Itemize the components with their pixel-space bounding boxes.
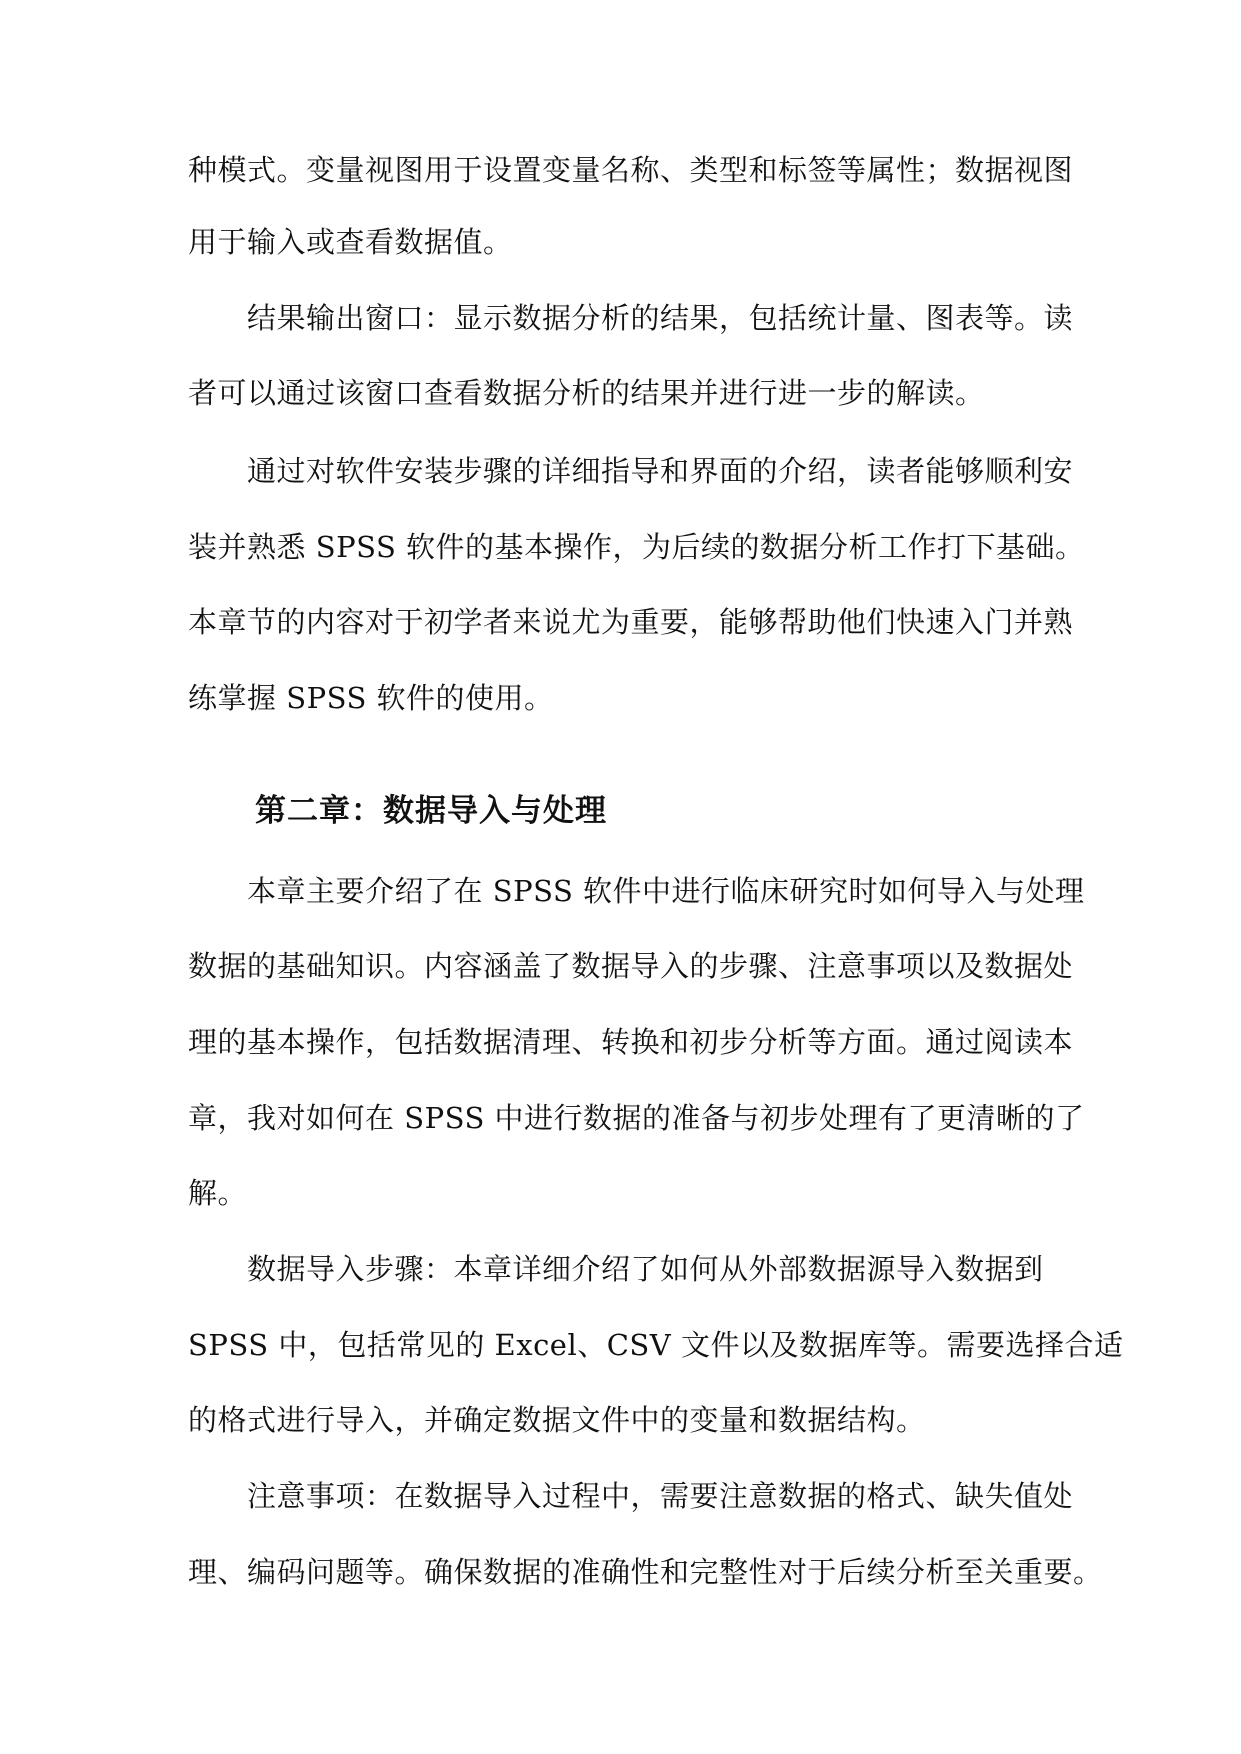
paragraph-line: 数据的基础知识。内容涵盖了数据导入的步骤、注意事项以及数据处 <box>188 949 1074 983</box>
paragraph-line: 的格式进行导入，并确定数据文件中的变量和数据结构。 <box>188 1403 926 1437</box>
paragraph-line: 种模式。变量视图用于设置变量名称、类型和标签等属性；数据视图 <box>188 153 1074 187</box>
paragraph-line: 解。 <box>188 1176 248 1210</box>
paragraph-line: 理、编码问题等。确保数据的准确性和完整性对于后续分析至关重要。 <box>188 1555 1103 1589</box>
paragraph-line: 结果输出窗口：显示数据分析的结果，包括统计量、图表等。读 <box>247 301 1074 335</box>
paragraph-line: 数据导入步骤：本章详细介绍了如何从外部数据源导入数据到 <box>247 1252 1044 1286</box>
paragraph-line: 用于输入或查看数据值。 <box>188 225 513 259</box>
chapter-heading: 第二章：数据导入与处理 <box>255 793 607 829</box>
paragraph-line: 通过对软件安装步骤的详细指导和界面的介绍，读者能够顺利安 <box>247 454 1074 488</box>
paragraph-line: 装并熟悉 SPSS 软件的基本操作，为后续的数据分析工作打下基础。 <box>188 530 1085 564</box>
paragraph-line: 章，我对如何在 SPSS 中进行数据的准备与初步处理有了更清晰的了 <box>188 1101 1085 1135</box>
paragraph-line: SPSS 中，包括常见的 Excel、CSV 文件以及数据库等。需要选择合适 <box>188 1328 1124 1362</box>
paragraph-line: 练掌握 SPSS 软件的使用。 <box>188 681 554 715</box>
paragraph-line: 本章主要介绍了在 SPSS 软件中进行临床研究时如何导入与处理 <box>247 874 1085 908</box>
paragraph-line: 理的基本操作，包括数据清理、转换和初步分析等方面。通过阅读本 <box>188 1025 1074 1059</box>
paragraph-line: 注意事项：在数据导入过程中，需要注意数据的格式、缺失值处 <box>247 1479 1074 1513</box>
paragraph-line: 本章节的内容对于初学者来说尤为重要，能够帮助他们快速入门并熟 <box>188 605 1074 639</box>
paragraph-line: 者可以通过该窗口查看数据分析的结果并进行进一步的解读。 <box>188 376 985 410</box>
